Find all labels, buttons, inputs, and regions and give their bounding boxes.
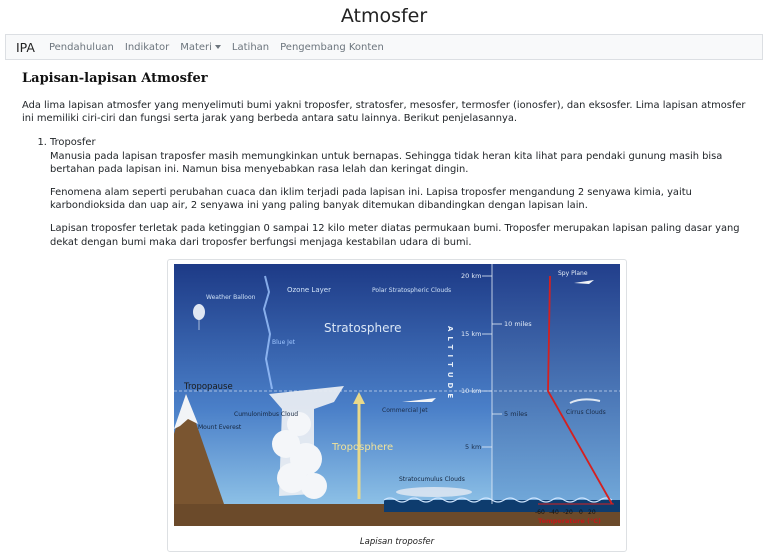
troposphere-label: Troposphere — [332, 441, 394, 453]
paragraph: Manusia pada lapisan traposfer masih memungkinkan untuk bernapas. Sehingga tidak heran kita lihat para pendaki gunung masih bisa bertahan pada lapisan ini. Namun bisa menyebabkan rasa lelah dan keringat dingin. — [50, 150, 723, 175]
intro-paragraph: Ada lima lapisan atmosfer yang menyelimuti bumi yakni troposfer, stratosfer, mesosfer, termosfer (ionosfer), dan eksosfer. Lima lapisan atmosfer ini memiliki ciri-ciri dan fungsi serta jarak yang berbeda antara satu lainnya. Berikut penjelasannya. — [22, 100, 746, 125]
tick-label-neg20: -20 — [563, 508, 573, 516]
nav-item-materi[interactable] — [180, 42, 221, 53]
temperature-label: Temperature (°C) — [538, 516, 601, 525]
nav-item-pendahuluan[interactable]: Pendahuluan — [48, 41, 114, 53]
cirrus-label: Cirrus Clouds — [566, 408, 606, 416]
commercial-jet-label: Commercial Jet — [382, 406, 428, 414]
cloud-puff — [301, 473, 327, 499]
nav-item-indikator[interactable]: Indikator — [124, 41, 170, 53]
weather-balloon-label: Weather Balloon — [206, 293, 256, 301]
navbar — [5, 34, 763, 60]
tick-label-20: 20 — [588, 508, 596, 516]
section-title: Lapisan-lapisan Atmosfer — [22, 71, 208, 86]
figure — [167, 259, 627, 552]
blue-jet-label: Blue Jet — [272, 338, 295, 346]
paragraph: Lapisan troposfer terletak pada ketinggian 0 sampai 12 kilo meter diatas permukaan bumi. Troposfer merupakan lapisan paling dasar yang dekat dengan bumi maka dari troposfer berfungsi menjaga kestabilan udara di bumi. — [50, 223, 740, 248]
layer-list — [22, 136, 746, 248]
km10-label: 10 km — [461, 386, 482, 395]
mi5-label: 5 miles — [504, 409, 528, 418]
site-title: Atmosfer — [340, 5, 428, 27]
navbar-brand[interactable]: IPA — [16, 39, 35, 55]
main-content — [0, 71, 768, 552]
stratosphere-label: Stratosphere — [324, 320, 402, 335]
tick-label-neg60: -60 — [535, 508, 545, 516]
nav-item-materi-label: Materi — [180, 41, 212, 53]
weather-balloon-icon — [193, 304, 205, 320]
ocean — [384, 500, 620, 512]
figure-caption: Lapisan troposfer — [359, 536, 435, 547]
nav-item-pengembang-konten[interactable]: Pengembang Konten — [280, 41, 384, 53]
paragraph: Fenomena alam seperti perubahan cuaca dan iklim terjadi pada lapisan ini. Lapisa troposfer mengandung 2 senyawa kimia, yaitu karbondioksida dan uap air, 2 senyawa ini yang paling banyak ditemukan dibandingkan dengan lapisan lain. — [50, 187, 692, 212]
list-item-title: 1. Troposfer — [50, 137, 96, 149]
polar-clouds-label: Polar Stratospheric Clouds — [372, 286, 452, 294]
nav-item-latihan[interactable]: Latihan — [231, 41, 270, 53]
tropopause-label: Tropopause — [184, 381, 233, 392]
tick-label-0: 0 — [579, 508, 583, 516]
km15-label: 15 km — [461, 329, 482, 338]
km5-label: 5 km — [465, 442, 482, 451]
stratocumulus-label: Stratocumulus Clouds — [399, 475, 465, 483]
altitude-label: ALTITUDE — [446, 325, 454, 403]
spy-plane-label: Spy Plane — [558, 269, 588, 277]
ozone-layer-label: Ozone Layer — [287, 285, 331, 294]
chevron-down-icon — [215, 45, 221, 49]
mount-everest-label: Mount Everest — [198, 423, 242, 431]
stratocumulus-shape — [396, 487, 472, 497]
troposphere-diagram — [174, 264, 620, 526]
scale-panel — [492, 264, 620, 504]
list-item — [50, 136, 746, 248]
mi10-label: 10 miles — [504, 319, 532, 328]
km20-label: 20 km — [461, 271, 482, 280]
tick-label-neg40: -40 — [549, 508, 559, 516]
cumulonimbus-label: Cumulonimbus Cloud — [234, 410, 299, 418]
